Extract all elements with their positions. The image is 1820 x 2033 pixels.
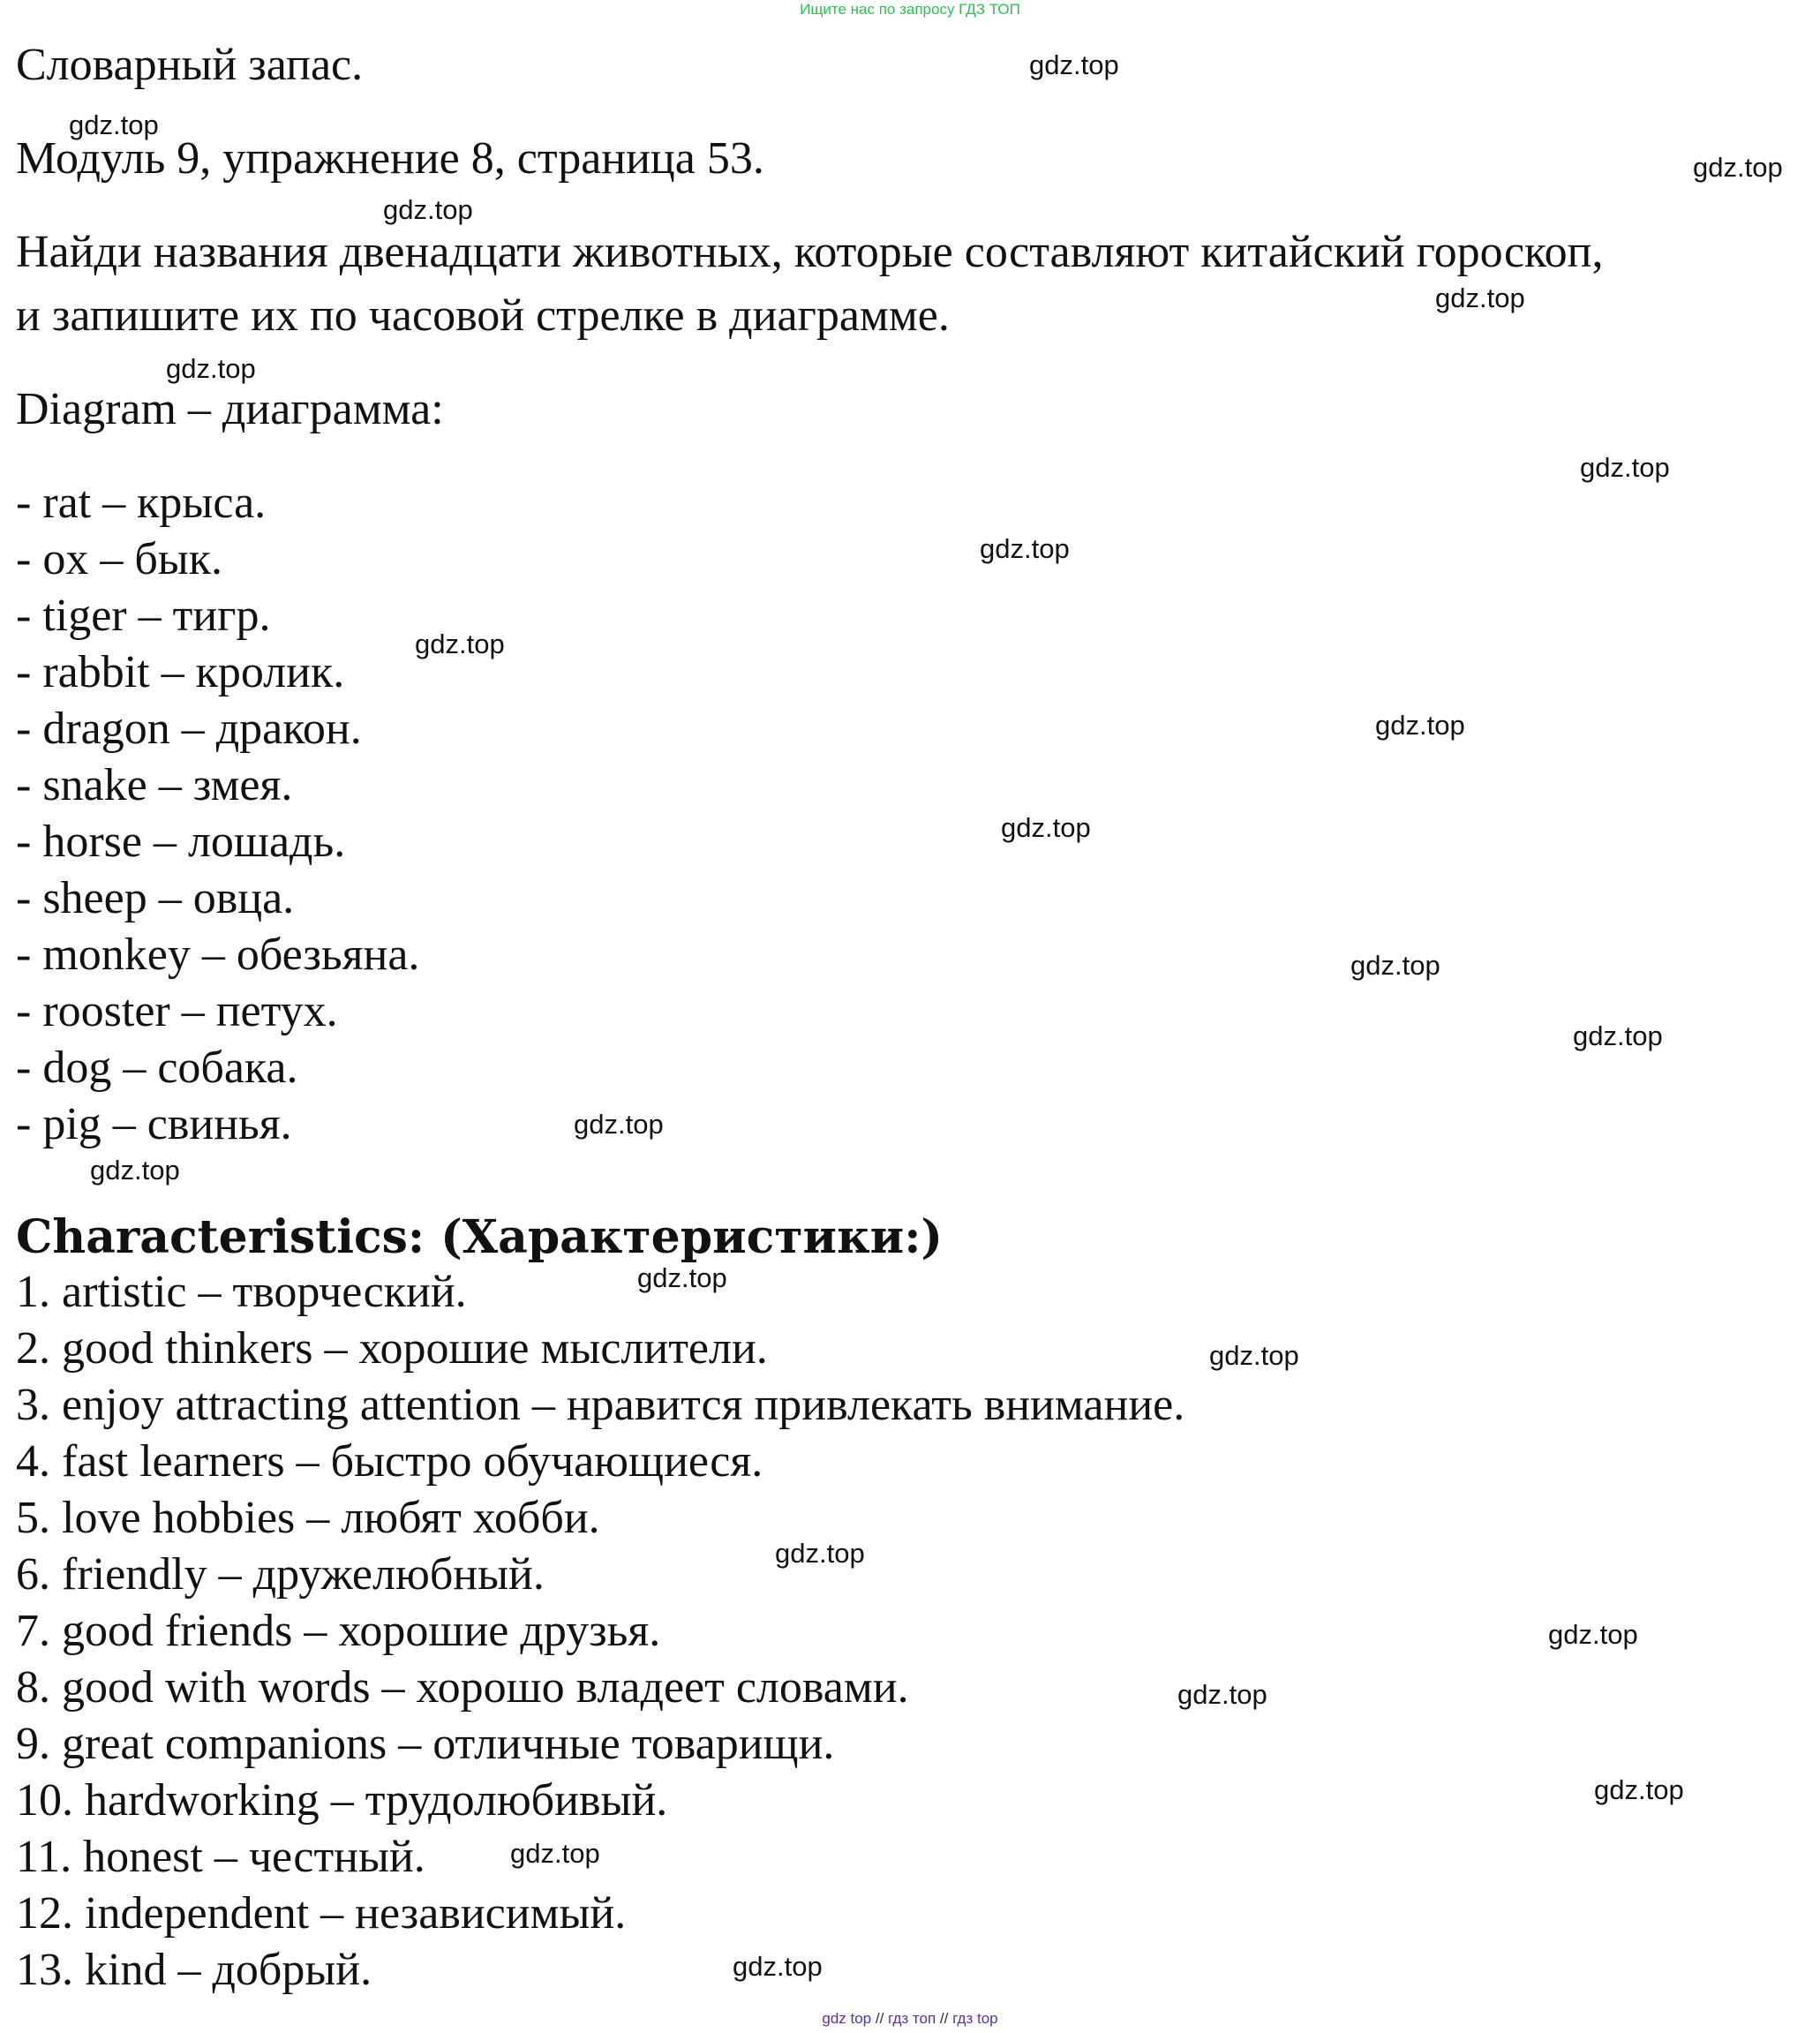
- watermark: gdz.top: [1375, 710, 1465, 741]
- watermark: gdz.top: [166, 353, 256, 384]
- animal-item: - horse – лошадь.: [16, 817, 346, 867]
- watermark: gdz.top: [1435, 282, 1525, 313]
- watermark: gdz.top: [637, 1262, 727, 1293]
- watermark: gdz.top: [383, 194, 473, 225]
- animal-item: - rooster – петух.: [16, 986, 338, 1036]
- watermark: gdz.top: [574, 1109, 664, 1140]
- module-line: Модуль 9, упражнение 8, страница 53.: [16, 133, 764, 184]
- animal-item: - rabbit – кролик.: [16, 647, 345, 697]
- animal-item: - pig – свинья.: [16, 1099, 292, 1149]
- footer-part: гдз топ: [888, 2010, 936, 2027]
- task-line-1: Найди названия двенадцати животных, которые составляют китайский гороскоп,: [16, 227, 1604, 277]
- watermark: gdz.top: [415, 629, 505, 659]
- watermark: gdz.top: [1209, 1340, 1299, 1371]
- watermark: gdz.top: [1693, 152, 1783, 183]
- characteristic-item: 2. good thinkers – хорошие мыслители.: [16, 1323, 768, 1374]
- characteristic-item: 4. fast learners – быстро обучающиеся.: [16, 1436, 763, 1487]
- characteristic-item: 1. artistic – творческий.: [16, 1267, 467, 1317]
- characteristic-item: 10. hardworking – трудолюбивый.: [16, 1775, 668, 1826]
- characteristic-item: 8. good with words – хорошо владеет словами.: [16, 1662, 909, 1713]
- characteristic-item: 6. friendly – дружелюбный.: [16, 1549, 545, 1600]
- footer-watermark: [0, 2009, 1820, 2029]
- watermark: gdz.top: [510, 1838, 600, 1869]
- watermark: gdz.top: [1029, 49, 1119, 80]
- watermark: gdz.top: [1594, 1774, 1684, 1805]
- task-line-2: и запишите их по часовой стрелке в диаграмме.: [16, 290, 950, 341]
- characteristic-item: 12. independent – независимый.: [16, 1888, 627, 1939]
- characteristic-item: 3. enjoy attracting attention – нравится привлекать внимание.: [16, 1380, 1185, 1430]
- watermark: gdz.top: [733, 1951, 823, 1982]
- characteristic-item: 11. honest – честный.: [16, 1832, 425, 1882]
- watermark: gdz.top: [775, 1538, 865, 1569]
- watermark: gdz.top: [69, 109, 159, 140]
- characteristic-item: 13. kind – добрый.: [16, 1945, 372, 1995]
- top-banner: Ищите нас по запросу ГДЗ ТОП: [800, 1, 1020, 18]
- watermark: gdz.top: [1001, 812, 1091, 843]
- animal-item: - ox – бык.: [16, 534, 222, 584]
- footer-part: гдз top: [952, 2010, 998, 2027]
- characteristic-item: 7. good friends – хорошие друзья.: [16, 1606, 661, 1656]
- footer-separator: //: [939, 2010, 949, 2027]
- footer-separator: //: [875, 2010, 884, 2027]
- animal-item: - sheep – овца.: [16, 873, 295, 923]
- characteristics-heading: Characteristics: (Характеристики:): [16, 1210, 944, 1264]
- characteristic-item: 9. great companions – отличные товарищи.: [16, 1719, 835, 1769]
- watermark: gdz.top: [980, 533, 1070, 564]
- watermark: gdz.top: [90, 1155, 180, 1186]
- watermark: gdz.top: [1350, 950, 1440, 981]
- characteristic-item: 5. love hobbies – любят хобби.: [16, 1493, 600, 1543]
- animal-item: - dog – собака.: [16, 1043, 298, 1093]
- animal-item: - tiger – тигр.: [16, 591, 271, 641]
- animal-item: - snake – змея.: [16, 760, 293, 810]
- watermark: gdz.top: [1177, 1679, 1267, 1710]
- watermark: gdz.top: [1548, 1619, 1638, 1650]
- watermark: gdz.top: [1573, 1020, 1663, 1051]
- animal-item: - monkey – обезьяна.: [16, 930, 420, 980]
- diagram-label: Diagram – диаграмма:: [16, 384, 444, 434]
- page-title: Словарный запас.: [16, 40, 364, 90]
- animal-item: - rat – крыса.: [16, 478, 267, 528]
- footer-part: gdz top: [822, 2010, 872, 2027]
- watermark: gdz.top: [1580, 452, 1670, 483]
- animal-item: - dragon – дракон.: [16, 704, 362, 754]
